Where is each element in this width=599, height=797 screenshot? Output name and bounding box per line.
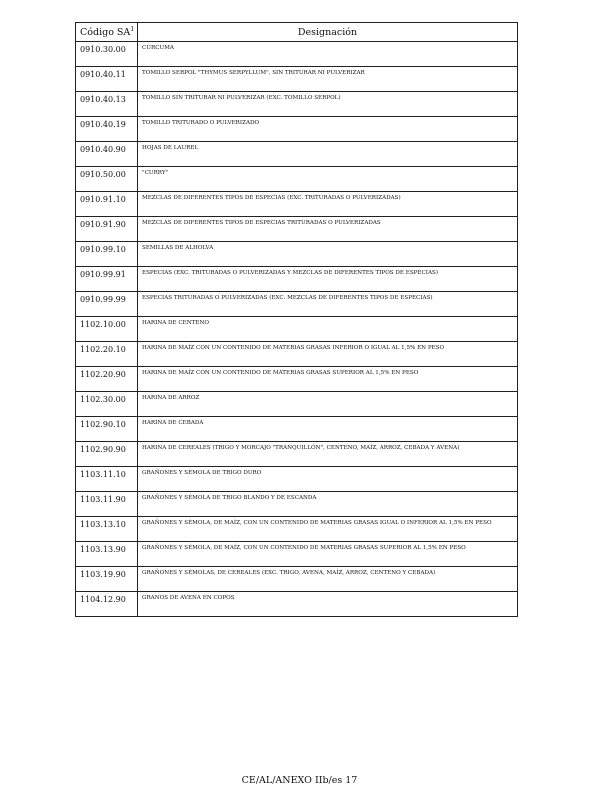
hs-code-cell: 0910.40.13	[76, 92, 138, 117]
table-row	[76, 267, 518, 292]
hs-code-cell: 1103.13.90	[76, 542, 138, 567]
table-row	[76, 467, 518, 492]
table-row	[76, 242, 518, 267]
hs-code-cell: 1103.19.90	[76, 567, 138, 592]
hs-code-cell: 1102.20.10	[76, 342, 138, 367]
hs-code-cell: 1102.10.00	[76, 317, 138, 342]
table-row	[76, 217, 518, 242]
designation-cell: HOJAS DE LAUREL	[138, 142, 518, 167]
footnote-marker: 1	[130, 25, 135, 33]
table-row	[76, 317, 518, 342]
table-row	[76, 117, 518, 142]
table-row	[76, 167, 518, 192]
table-row	[76, 542, 518, 567]
table-row	[76, 417, 518, 442]
designation-cell: SEMILLAS DE ALHOLVA	[138, 242, 518, 267]
designation-cell: "CURRY"	[138, 167, 518, 192]
hs-code-cell: 0910.91.10	[76, 192, 138, 217]
code-header-label: Código SA	[80, 27, 131, 39]
designation-cell: GRAÑONES Y SÉMOLA, DE MAÍZ, CON UN CONTENIDO DE MATERIAS GRASAS IGUAL O INFERIOR AL 1,5% EN PESO	[138, 517, 518, 542]
designation-cell: HARINA DE CEREALES (TRIGO Y MORCAJO "TRANQUILLÓN", CENTENO, MAÍZ, ARROZ, CEBADA Y AVENA)	[138, 442, 518, 467]
designation-column-header: Designación	[138, 23, 518, 42]
table-row	[76, 192, 518, 217]
table-header-row	[76, 23, 518, 42]
hs-code-cell: 1102.30.00	[76, 392, 138, 417]
designation-cell: MEZCLAS DE DIFERENTES TIPOS DE ESPECIAS (EXC. TRITURADAS O PULVERIZADAS)	[138, 192, 518, 217]
designation-cell: GRAÑONES Y SÉMOLA DE TRIGO BLANDO Y DE ESCANDA	[138, 492, 518, 517]
designation-cell: TOMILLO SIN TRITURAR NI PULVERIZAR (EXC. TOMILLO SERPOL)	[138, 92, 518, 117]
table-row	[76, 292, 518, 317]
table-row	[76, 42, 518, 67]
hs-code-cell: 0910.99.91	[76, 267, 138, 292]
code-column-header	[76, 23, 138, 42]
table-row	[76, 392, 518, 417]
hs-code-cell: 0910.40.90	[76, 142, 138, 167]
designation-cell: TOMILLO TRITURADO O PULVERIZADO	[138, 117, 518, 142]
designation-cell: GRAÑONES Y SÉMOLA, DE MAÍZ, CON UN CONTENIDO DE MATERIAS GRASAS SUPERIOR AL 1,5% EN PESO	[138, 542, 518, 567]
designation-cell: HARINA DE MAÍZ CON UN CONTENIDO DE MATERIAS GRASAS SUPERIOR AL 1,5% EN PESO	[138, 367, 518, 392]
table-row	[76, 442, 518, 467]
designation-cell: HARINA DE MAÍZ CON UN CONTENIDO DE MATERIAS GRASAS INFERIOR O IGUAL AL 1,5% EN PESO	[138, 342, 518, 367]
table-row	[76, 92, 518, 117]
table-row	[76, 142, 518, 167]
hs-code-cell: 1102.20.90	[76, 367, 138, 392]
table-row	[76, 592, 518, 617]
designation-cell: CÚRCUMA	[138, 42, 518, 67]
designation-cell: ESPECIAS TRITURADAS O PULVERIZADAS (EXC. MEZCLAS DE DIFERENTES TIPOS DE ESPECIAS)	[138, 292, 518, 317]
hs-code-cell: 0910.40.19	[76, 117, 138, 142]
hs-code-cell: 0910.30.00	[76, 42, 138, 67]
hs-code-cell: 0910.99.10	[76, 242, 138, 267]
page-footer: CE/AL/ANEXO IIb/es 17	[241, 775, 358, 786]
designation-cell: HARINA DE ARROZ	[138, 392, 518, 417]
hs-code-cell: 1102.90.10	[76, 417, 138, 442]
table-row	[76, 517, 518, 542]
designation-cell: MEZCLAS DE DIFERENTES TIPOS DE ESPECIAS TRITURADAS O PULVERIZADAS	[138, 217, 518, 242]
designation-cell: TOMILLO SERPOL "THYMUS SERPYLLUM", SIN TRITURAR NI PULVERIZAR	[138, 67, 518, 92]
hs-code-cell: 1102.90.90	[76, 442, 138, 467]
table-row	[76, 67, 518, 92]
table-row	[76, 567, 518, 592]
designation-cell: GRANOS DE AVENA EN COPOS	[138, 592, 518, 617]
table-row	[76, 492, 518, 517]
table-row	[76, 367, 518, 392]
designation-cell: ESPECIAS (EXC. TRITURADAS O PULVERIZADAS Y MEZCLAS DE DIFERENTES TIPOS DE ESPECIAS)	[138, 267, 518, 292]
hs-code-cell: 1103.11.90	[76, 492, 138, 517]
designation-cell: GRAÑONES Y SÉMOLA DE TRIGO DURO	[138, 467, 518, 492]
designation-cell: HARINA DE CENTENO	[138, 317, 518, 342]
hs-code-cell: 1104.12.90	[76, 592, 138, 617]
hs-code-cell: 0910.99.99	[76, 292, 138, 317]
hs-code-cell: 1103.11.10	[76, 467, 138, 492]
hs-code-cell: 0910.91.90	[76, 217, 138, 242]
hs-code-cell: 0910.50.00	[76, 167, 138, 192]
table-row	[76, 342, 518, 367]
designation-cell: GRAÑONES Y SÉMOLAS, DE CEREALES (EXC. TRIGO, AVENA, MAÍZ, ARROZ, CENTENO Y CEBADA)	[138, 567, 518, 592]
table-body	[76, 42, 518, 617]
tariff-table	[75, 22, 518, 617]
designation-cell: HARINA DE CEBADA	[138, 417, 518, 442]
hs-code-cell: 1103.13.10	[76, 517, 138, 542]
hs-code-cell: 0910.40.11	[76, 67, 138, 92]
